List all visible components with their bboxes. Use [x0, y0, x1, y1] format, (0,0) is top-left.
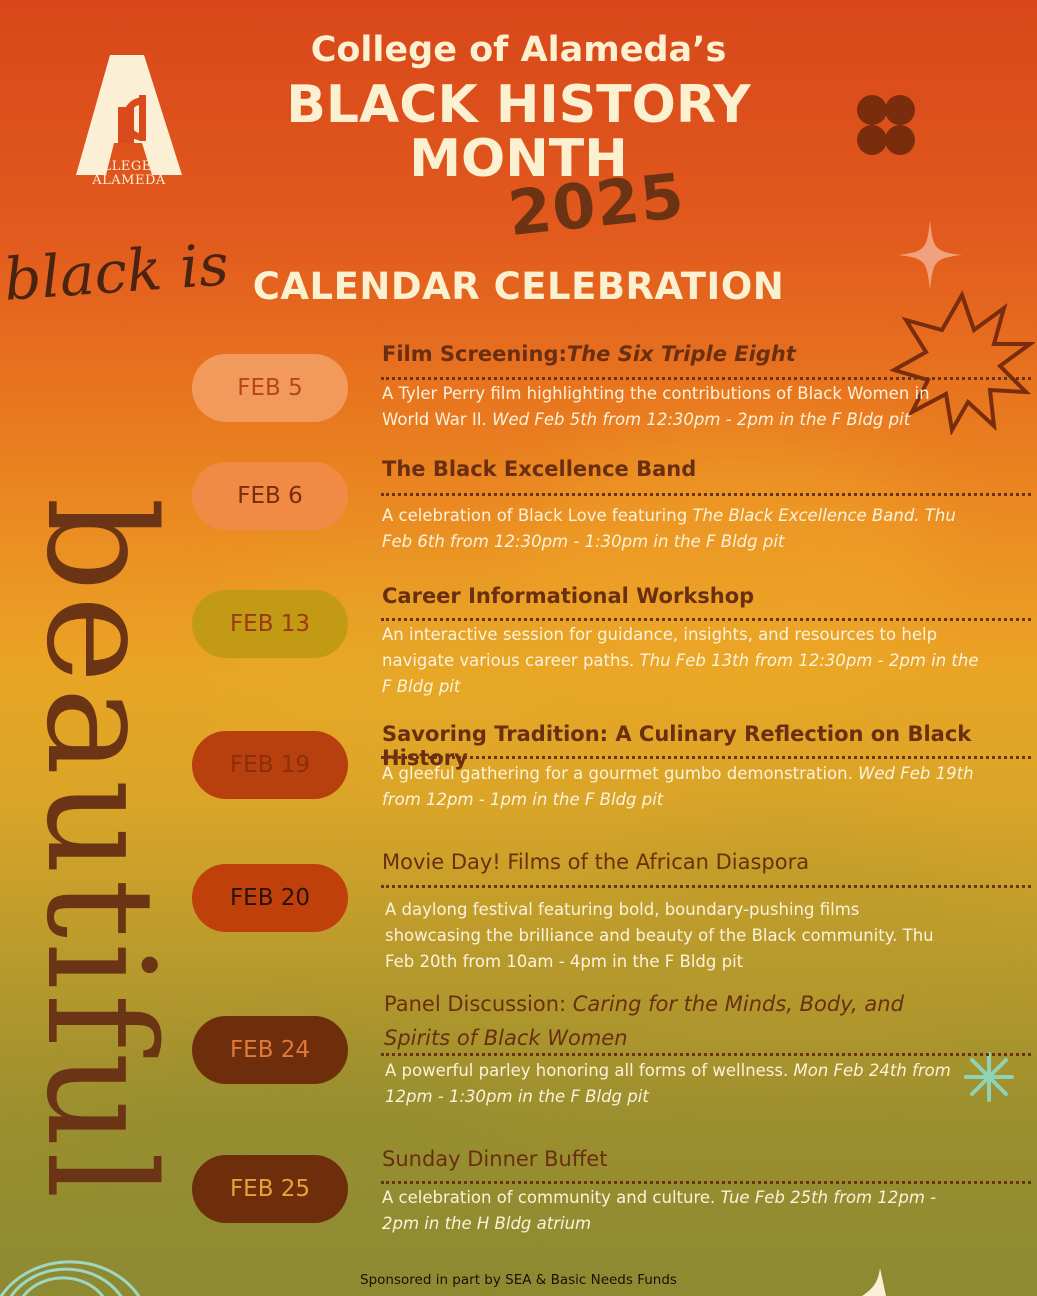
event-description — [382, 761, 982, 813]
event-title — [382, 584, 754, 608]
dotted-divider — [381, 493, 1031, 496]
dotted-divider — [381, 618, 1031, 621]
event-description — [382, 503, 982, 555]
logo-line-2: ALAMEDA — [92, 173, 166, 188]
date-pill — [192, 864, 348, 932]
event-desc-text: A daylong festival featuring bold, boundary-pushing films showcasing the brilliance and beauty of the Black community. Thu Feb 20th from 10am - 4pm in the F Bldg pit — [385, 900, 934, 971]
dotted-divider — [381, 1053, 1031, 1056]
event-title-italic: Caring for the Minds, Body, and Spirits of Black Women — [384, 992, 904, 1050]
event-description — [382, 622, 982, 700]
event-title — [382, 457, 696, 481]
header-college: College of Alameda’s — [310, 30, 727, 70]
date-label: FEB 24 — [229, 1037, 311, 1063]
date-pill — [192, 354, 348, 422]
event-description — [385, 897, 945, 975]
event-desc-text: A gleeful gathering for a gourmet gumbo demonstration. — [382, 764, 859, 783]
event-desc-italic: The Black Excellence Band. Thu Feb 6th from 12:30pm - 1:30pm in the F Bldg pit — [382, 506, 956, 551]
event-title — [382, 1147, 607, 1171]
header-month: MONTH — [409, 129, 628, 189]
event-title — [382, 850, 809, 874]
asterisk-icon — [962, 1050, 1016, 1104]
dotted-divider — [381, 377, 1031, 380]
dotted-divider — [381, 756, 1031, 759]
event-desc-text: A powerful parley honoring all forms of wellness. — [385, 1061, 794, 1080]
event-desc-italic: Mon Feb 24th from 12pm - 1:30pm in the F Bldg pit — [385, 1061, 951, 1106]
date-label: FEB 13 — [229, 611, 311, 637]
date-label: FEB 6 — [237, 483, 303, 509]
event-desc-italic: Thu Feb 13th from 12:30pm - 2pm in the F Bldg pit — [382, 651, 979, 696]
black-is-script: black is — [1, 230, 231, 314]
header-year: 2025 — [504, 158, 688, 251]
event-desc-italic: Wed Feb 19th from 12pm - 1pm in the F Bldg pit — [382, 764, 974, 809]
event-title-text: The Black Excellence Band — [382, 457, 697, 481]
event-description — [382, 1185, 972, 1237]
sponsor-footer: Sponsored in part by SEA & Basic Needs Funds — [360, 1272, 677, 1288]
event-title-text: Film Screening: — [382, 342, 567, 366]
date-label: FEB 19 — [229, 752, 311, 778]
dotted-divider — [381, 885, 1031, 888]
date-pill — [192, 590, 348, 658]
date-pill — [192, 1155, 348, 1223]
date-pill — [192, 731, 348, 799]
event-desc-text: A celebration of Black Love featuring — [382, 506, 693, 525]
date-pill — [192, 462, 348, 530]
event-title-italic: The Six Triple Eight — [566, 342, 796, 366]
event-desc-text: An interactive session for guidance, insights, and resources to help navigate various career paths. — [382, 625, 938, 670]
date-label: FEB 20 — [229, 885, 311, 911]
event-title-text: Career Informational Workshop — [382, 584, 755, 608]
date-label: FEB 5 — [237, 375, 303, 401]
header-black-history: BLACK HISTORY — [286, 75, 751, 135]
event-desc-text: A celebration of community and culture. — [382, 1188, 721, 1207]
beautiful-vertical: beautiful — [14, 496, 186, 1204]
event-title-text: Savoring Tradition: A Culinary Reflection on Black History — [382, 722, 972, 770]
event-title — [384, 987, 964, 1055]
calendar-title: CALENDAR CELEBRATION — [252, 265, 785, 308]
logo-line-1: COLLEGE OF — [80, 159, 178, 174]
event-desc-italic: Tue Feb 25th from 12pm - 2pm in the H Bldg atrium — [382, 1188, 937, 1233]
event-description — [382, 381, 982, 433]
event-description — [385, 1058, 965, 1110]
event-title — [382, 342, 796, 366]
event-title-text: Panel Discussion: — [384, 992, 573, 1016]
event-desc-text: A Tyler Perry film highlighting the contributions of Black Women in World War II. — [382, 384, 930, 429]
dotted-divider — [381, 1181, 1031, 1184]
event-desc-italic: Wed Feb 5th from 12:30pm - 2pm in the F Bldg pit — [492, 410, 911, 429]
event-title-text: Movie Day! Films of the African Diaspora — [382, 850, 810, 874]
date-label: FEB 25 — [229, 1176, 311, 1202]
event-title-text: Sunday Dinner Buffet — [382, 1147, 608, 1171]
date-pill — [192, 1016, 348, 1084]
